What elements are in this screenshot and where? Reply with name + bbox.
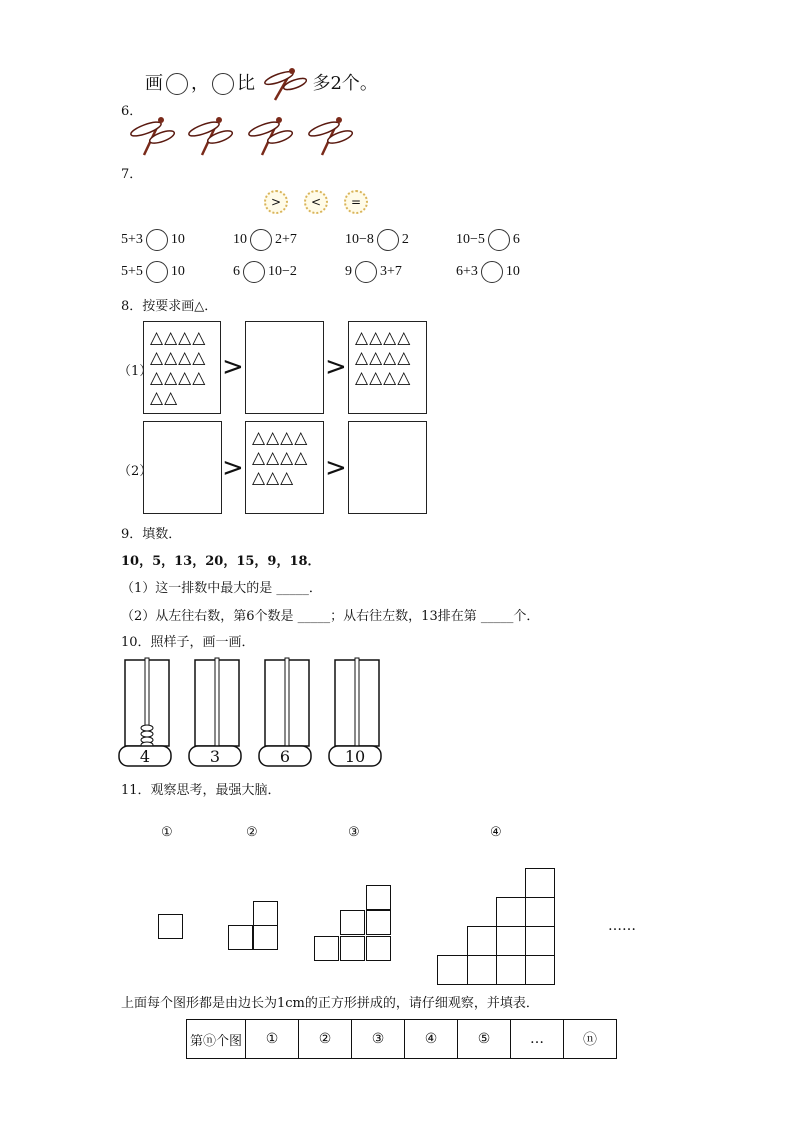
- abacus-label: 4: [139, 747, 151, 766]
- q7-item: 6 10−2: [233, 261, 297, 283]
- answer-circle[interactable]: [146, 261, 168, 283]
- answer-circle[interactable]: [243, 261, 265, 283]
- q9-numbers: 10，5，13，20，15，9，18．: [121, 554, 321, 569]
- abacus-label: 6: [279, 747, 291, 766]
- q10-title: 10．照样子，画一画．: [121, 635, 255, 650]
- table-row: [187, 1020, 617, 1059]
- unit-square: [253, 925, 278, 950]
- figure-label: ②: [246, 825, 258, 840]
- unit-square: [340, 936, 365, 961]
- answer-table: [186, 1019, 617, 1059]
- figure-label: ①: [161, 825, 173, 840]
- symbol-badge-eq: =: [344, 190, 368, 214]
- unit-square: [525, 926, 555, 956]
- unit-square: [366, 910, 391, 935]
- triangle-box: △△△△ △△△△ △△△△: [348, 321, 427, 414]
- drawing-box[interactable]: [143, 421, 222, 514]
- unit-square: [158, 914, 183, 939]
- q8-title: 8．按要求画△．: [121, 299, 218, 314]
- q6-number: 6．: [121, 104, 143, 119]
- unit-square: [467, 955, 497, 985]
- answer-circle[interactable]: [250, 229, 272, 251]
- q7-item: 5+3 10: [121, 229, 185, 251]
- q9-title: 9．填数．: [121, 527, 182, 542]
- unit-square: [366, 936, 391, 961]
- q5-comma: ，: [191, 73, 209, 94]
- dragonfly-icon: [261, 66, 307, 102]
- unit-square: [228, 925, 253, 950]
- answer-circle[interactable]: [355, 261, 377, 283]
- answer-circle[interactable]: [377, 229, 399, 251]
- abacus-label: 10: [344, 747, 366, 766]
- dragonfly-icon: [307, 117, 353, 155]
- q5-compare: 比: [237, 73, 255, 94]
- q5-suffix: 多2个。: [312, 73, 378, 94]
- unit-square: [437, 955, 468, 985]
- circle-icon: [212, 73, 234, 95]
- circle-icon: [166, 73, 188, 95]
- q5-line: [145, 66, 378, 102]
- q11-title: 11．观察思考，最强大脑．: [121, 783, 281, 798]
- greater-sign: >: [222, 453, 244, 483]
- q8-part2-label: （2）: [118, 464, 153, 479]
- unit-square: [525, 955, 555, 985]
- unit-square: [525, 868, 555, 898]
- q7-item: 5+5 10: [121, 261, 185, 283]
- ellipsis: ……: [608, 918, 636, 934]
- unit-square: [340, 910, 365, 935]
- table-header-cell: ②: [299, 1020, 352, 1059]
- symbol-badge-gt: >: [264, 190, 288, 214]
- unit-square: [496, 897, 526, 927]
- q8-part1-label: （1）: [118, 364, 153, 379]
- greater-sign: >: [325, 352, 347, 382]
- q7-item: 10−5 6: [456, 229, 520, 251]
- drawing-box[interactable]: [245, 321, 324, 414]
- unit-square: [496, 926, 526, 956]
- table-header-cell: 第ⓝ个图: [187, 1020, 246, 1059]
- q7-number: 7．: [121, 167, 143, 182]
- dragonfly-icon: [187, 117, 233, 155]
- table-header-cell: ③: [352, 1020, 405, 1059]
- unit-square: [366, 885, 391, 910]
- greater-sign: >: [222, 352, 244, 382]
- unit-square: [496, 955, 526, 985]
- dragonfly-icon: [247, 117, 293, 155]
- q7-item: 10−8 2: [345, 229, 409, 251]
- unit-square: [253, 901, 278, 926]
- dragonfly-row: [128, 115, 368, 163]
- answer-circle[interactable]: [146, 229, 168, 251]
- figure-label: ③: [348, 825, 360, 840]
- q9-sub1: （1）这一排数中最大的是 _____．: [121, 581, 322, 596]
- abacus-label: 3: [209, 747, 221, 766]
- dragonfly-group: [128, 115, 368, 159]
- figure-label: ④: [490, 825, 502, 840]
- table-header-cell: ⓝ: [564, 1020, 617, 1059]
- triangle-box: △△△△ △△△△ △△△△ △△: [143, 321, 221, 414]
- symbol-badge-lt: <: [304, 190, 328, 214]
- table-header-cell: ①: [246, 1020, 299, 1059]
- q5-prefix: 画: [145, 73, 163, 94]
- q7-item: 9 3+7: [345, 261, 402, 283]
- triangle-box: △△△△ △△△△ △△△: [245, 421, 324, 514]
- table-header-cell: ⑤: [458, 1020, 511, 1059]
- answer-circle[interactable]: [488, 229, 510, 251]
- answer-circle[interactable]: [481, 261, 503, 283]
- greater-sign: >: [325, 453, 347, 483]
- dragonfly-icon: [129, 117, 175, 155]
- drawing-box[interactable]: [348, 421, 427, 514]
- q9-sub2: （2）从左往右数，第6个数是 _____；从右往左数，13排在第 _____个．: [121, 609, 540, 624]
- q11-instruction: 上面每个图形都是由边长为1cm的正方形拼成的，请仔细观察，并填表．: [121, 996, 539, 1011]
- table-header-cell: …: [511, 1020, 564, 1059]
- q7-item: 6+3 10: [456, 261, 520, 283]
- table-header-cell: ④: [405, 1020, 458, 1059]
- unit-square: [314, 936, 339, 961]
- unit-square: [467, 926, 497, 956]
- unit-square: [525, 897, 555, 927]
- q7-item: 10 2+7: [233, 229, 297, 251]
